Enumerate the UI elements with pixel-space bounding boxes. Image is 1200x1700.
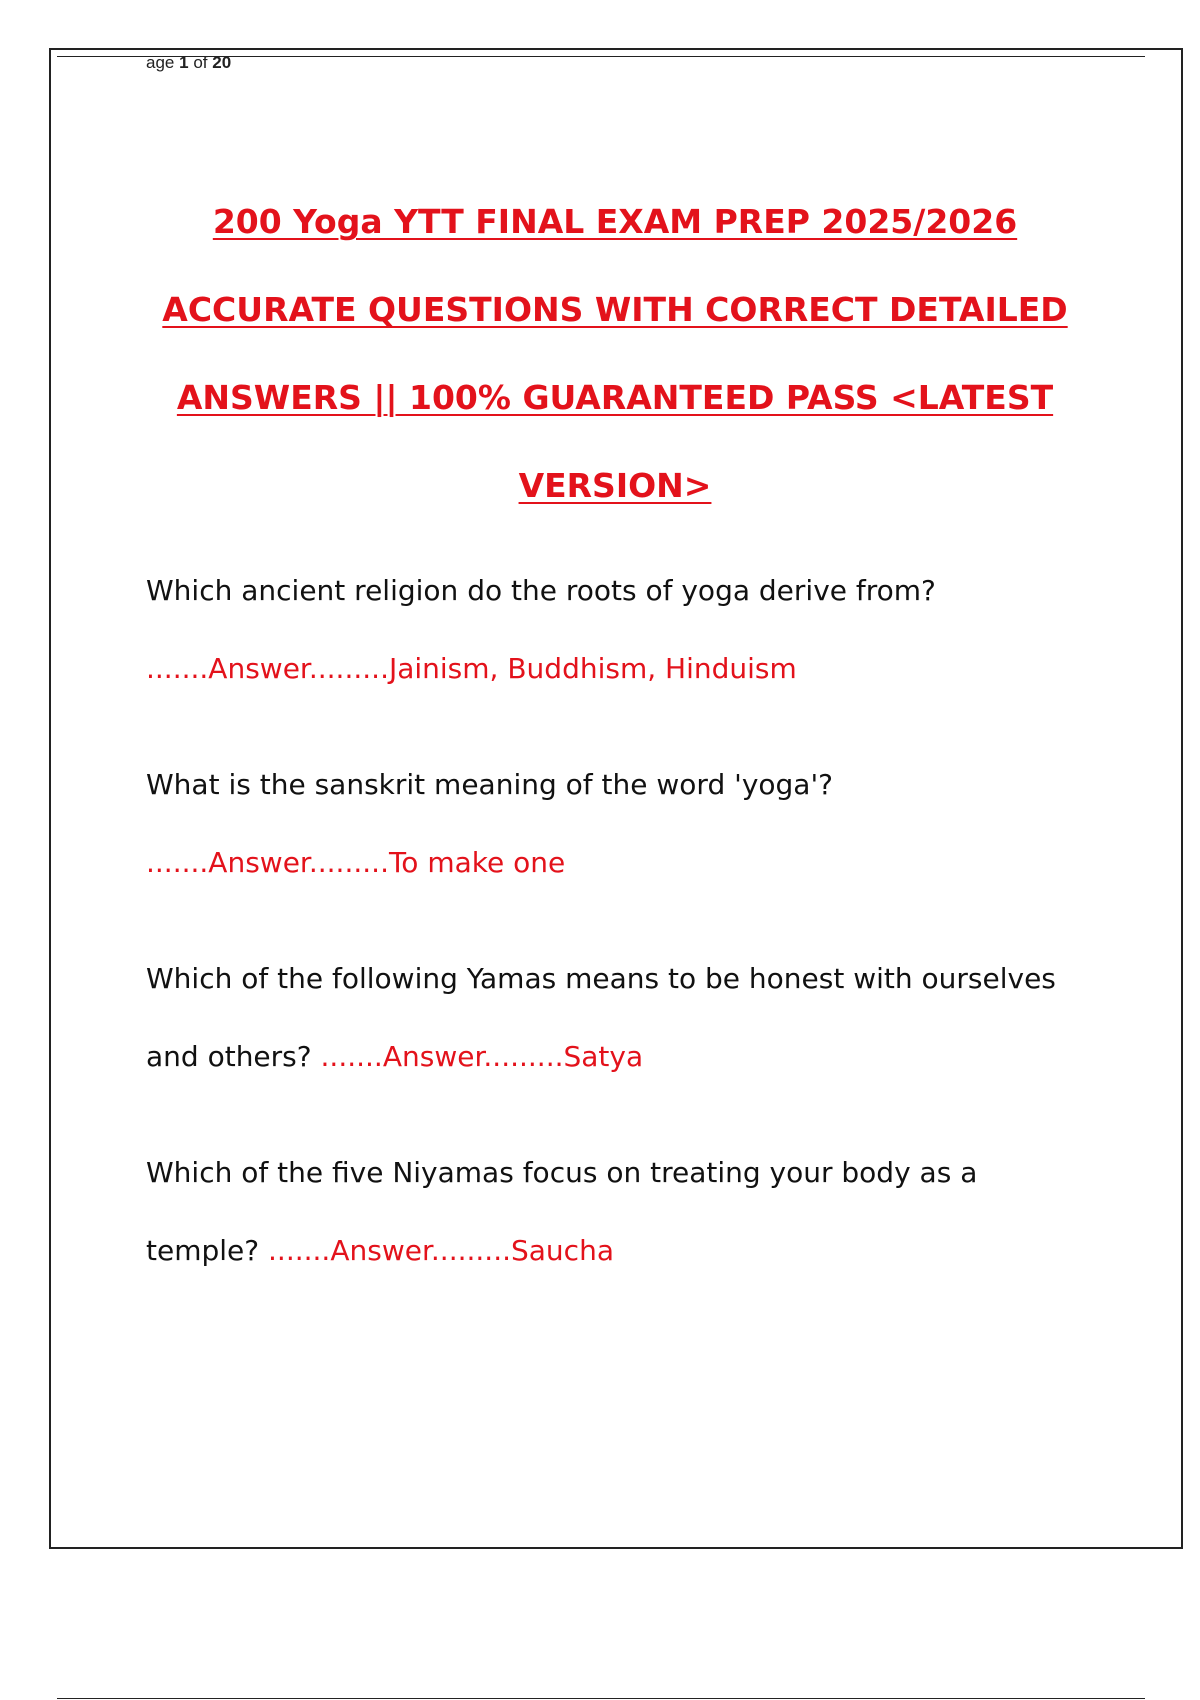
question-3-line-2 xyxy=(146,1040,643,1074)
title-line-2: ACCURATE QUESTIONS WITH CORRECT DETAILED xyxy=(162,290,1068,329)
page-number-prefix: age xyxy=(146,53,175,72)
question-3-line-1: Which of the following Yamas means to be honest with ourselves xyxy=(146,962,1056,995)
title-line-4: VERSION> xyxy=(518,466,712,505)
page-number-of: of xyxy=(193,53,208,72)
answer-1: .......Answer.........Jainism, Buddhism, Hinduism xyxy=(146,652,797,685)
page-number-total: 20 xyxy=(212,53,232,72)
question-4-line-1: Which of the five Niyamas focus on treating your body as a xyxy=(146,1156,978,1189)
question-2: What is the sanskrit meaning of the word 'yoga'? xyxy=(146,768,834,801)
answer-4: .......Answer.........Saucha xyxy=(268,1234,614,1267)
title-line-1: 200 Yoga YTT FINAL EXAM PREP 2025/2026 xyxy=(212,202,1018,241)
document-title xyxy=(120,178,1110,530)
question-4-line-2 xyxy=(146,1234,614,1268)
title-line-3: ANSWERS || 100% GUARANTEED PASS <LATEST xyxy=(176,378,1054,417)
answer-2: .......Answer.........To make one xyxy=(146,846,566,879)
question-4-text: temple? xyxy=(146,1234,260,1267)
answer-3: .......Answer.........Satya xyxy=(320,1040,644,1073)
question-3-text: and others? xyxy=(146,1040,312,1073)
question-1: Which ancient religion do the roots of yoga derive from? xyxy=(146,574,936,607)
page-number xyxy=(146,53,231,73)
page-number-current: 1 xyxy=(179,53,189,72)
next-page-rule xyxy=(57,1698,1145,1699)
